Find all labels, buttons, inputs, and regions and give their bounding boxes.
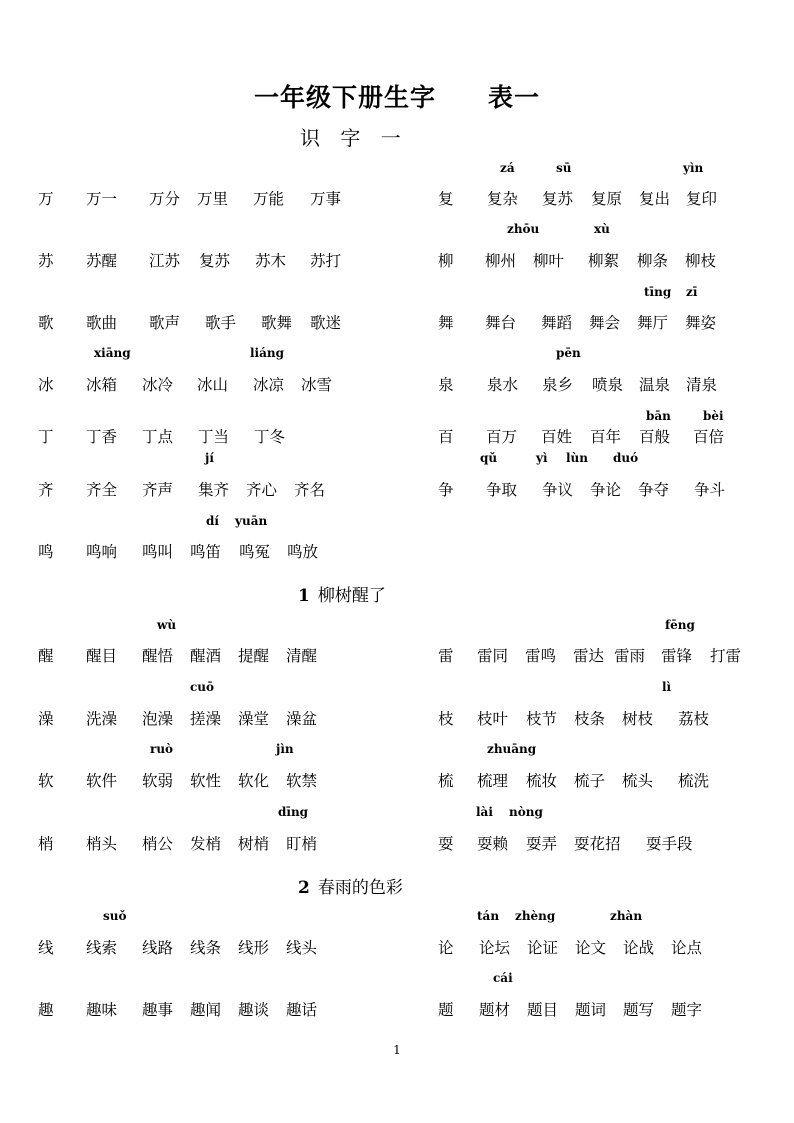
- word: 百万: [486, 428, 518, 446]
- pinyin-annotation: tán: [477, 909, 500, 923]
- pinyin-annotation: lì: [662, 680, 672, 694]
- word: 苏打: [310, 252, 342, 270]
- word: 喷泉: [592, 376, 624, 394]
- character: 舞: [438, 314, 454, 332]
- word: 梳子: [574, 772, 606, 790]
- pinyin-annotation: duó: [613, 451, 639, 465]
- word: 题词: [575, 1001, 607, 1019]
- word: 趣谈: [238, 1001, 270, 1019]
- word: 鸣冤: [239, 543, 271, 561]
- word: 清醒: [286, 647, 318, 665]
- character: 雷: [438, 647, 454, 665]
- word: 耍花招: [574, 835, 621, 853]
- word: 争夺: [638, 481, 670, 499]
- pinyin-annotation: jìn: [276, 742, 294, 756]
- page-title: [0, 78, 794, 114]
- word: 线路: [142, 939, 174, 957]
- word: 鸣放: [287, 543, 319, 561]
- word: 线头: [286, 939, 318, 957]
- character: 题: [438, 1001, 454, 1019]
- word: 趣话: [286, 1001, 318, 1019]
- word: 论坛: [479, 939, 511, 957]
- pinyin-annotation: cuō: [190, 680, 215, 694]
- title-main: 一年级下册生字: [253, 83, 436, 112]
- pinyin-annotation: jí: [205, 451, 214, 465]
- word: 万一: [86, 190, 118, 208]
- word: 提醒: [238, 647, 270, 665]
- character: 百: [438, 428, 454, 446]
- word: 耍手段: [646, 835, 693, 853]
- pinyin-annotation: tīng: [644, 285, 672, 299]
- word: 复出: [639, 190, 671, 208]
- word: 澡堂: [238, 710, 270, 728]
- word: 冰箱: [86, 376, 118, 394]
- character: 梳: [438, 772, 454, 790]
- section-heading-shizi-1: 识 字 一: [300, 126, 408, 150]
- word: 江苏: [149, 252, 181, 270]
- word: 舞厅: [637, 314, 669, 332]
- character: 枝: [438, 710, 454, 728]
- word: 题材: [479, 1001, 511, 1019]
- pinyin-annotation: dīng: [278, 805, 309, 819]
- word: 百年: [590, 428, 622, 446]
- word: 冰冷: [142, 376, 174, 394]
- word: 打雷: [710, 647, 742, 665]
- section-name: 春雨的色彩: [317, 878, 403, 898]
- character: 冰: [38, 376, 54, 394]
- word: 柳条: [637, 252, 669, 270]
- character: 软: [38, 772, 54, 790]
- word: 歌舞: [261, 314, 293, 332]
- pinyin-annotation: zhuāng: [487, 742, 537, 756]
- section-number: 2: [298, 878, 310, 898]
- word: 争斗: [694, 481, 726, 499]
- word: 冰凉: [253, 376, 285, 394]
- character: 论: [438, 939, 454, 957]
- pinyin-annotation: bān: [646, 409, 671, 423]
- pinyin-annotation: nòng: [509, 805, 543, 819]
- word: 论文: [575, 939, 607, 957]
- section-heading-1: [298, 581, 386, 606]
- word: 万事: [310, 190, 342, 208]
- character: 柳: [438, 252, 454, 270]
- pinyin-annotation: wù: [157, 618, 177, 632]
- word: 复印: [686, 190, 718, 208]
- section-heading-2: [298, 873, 403, 898]
- word: 雷同: [477, 647, 509, 665]
- word: 软化: [238, 772, 270, 790]
- word: 百般: [639, 428, 671, 446]
- character: 万: [38, 190, 54, 208]
- character: 歌: [38, 314, 54, 332]
- word: 冰山: [197, 376, 229, 394]
- word: 线形: [238, 939, 270, 957]
- word: 醒悟: [142, 647, 174, 665]
- word: 争论: [590, 481, 622, 499]
- word: 耍弄: [526, 835, 558, 853]
- word: 集齐: [198, 481, 230, 499]
- pinyin-annotation: lài: [476, 805, 493, 819]
- word: 题字: [671, 1001, 703, 1019]
- word: 泡澡: [142, 710, 174, 728]
- word: 柳州: [485, 252, 517, 270]
- word: 齐名: [294, 481, 326, 499]
- word: 梢头: [86, 835, 118, 853]
- word: 争议: [542, 481, 574, 499]
- word: 枝节: [526, 710, 558, 728]
- word: 雷达: [573, 647, 605, 665]
- character: 澡: [38, 710, 54, 728]
- word: 齐声: [142, 481, 174, 499]
- word: 丁香: [86, 428, 118, 446]
- word: 舞会: [589, 314, 621, 332]
- pinyin-annotation: bèi: [703, 409, 724, 423]
- pinyin-annotation: qǔ: [480, 451, 498, 465]
- character: 复: [438, 190, 454, 208]
- section-number: 1: [298, 586, 310, 606]
- word: 歌迷: [310, 314, 342, 332]
- pinyin-annotation: ruò: [150, 742, 174, 756]
- word: 软件: [86, 772, 118, 790]
- character: 苏: [38, 252, 54, 270]
- word: 百姓: [541, 428, 573, 446]
- word: 线条: [190, 939, 222, 957]
- word: 论战: [623, 939, 655, 957]
- word: 齐心: [246, 481, 278, 499]
- word: 梳洗: [678, 772, 710, 790]
- word: 醒目: [86, 647, 118, 665]
- word: 荔枝: [678, 710, 710, 728]
- character: 争: [438, 481, 454, 499]
- word: 软弱: [142, 772, 174, 790]
- character: 线: [38, 939, 54, 957]
- pinyin-annotation: zhèng: [515, 909, 556, 923]
- word: 梢公: [142, 835, 174, 853]
- pinyin-annotation: liáng: [250, 346, 285, 360]
- character: 齐: [38, 481, 54, 499]
- word: 雷雨: [614, 647, 646, 665]
- word: 耍赖: [477, 835, 509, 853]
- word: 丁当: [198, 428, 230, 446]
- character: 丁: [38, 428, 54, 446]
- word: 歌手: [205, 314, 237, 332]
- word: 舞台: [485, 314, 517, 332]
- word: 歌声: [149, 314, 181, 332]
- word: 论证: [527, 939, 559, 957]
- word: 发梢: [190, 835, 222, 853]
- word: 复杂: [487, 190, 519, 208]
- pinyin-annotation: dí: [206, 514, 219, 528]
- character: 鸣: [38, 543, 54, 561]
- word: 复苏: [199, 252, 231, 270]
- word: 题目: [527, 1001, 559, 1019]
- title-sub: 表一: [488, 83, 541, 112]
- word: 丁点: [142, 428, 174, 446]
- word: 百倍: [693, 428, 725, 446]
- pinyin-annotation: pēn: [556, 346, 581, 360]
- word: 泉乡: [542, 376, 574, 394]
- word: 丁冬: [254, 428, 286, 446]
- pinyin-annotation: yìn: [683, 161, 704, 175]
- word: 万分: [149, 190, 181, 208]
- word: 趣事: [142, 1001, 174, 1019]
- word: 枝条: [574, 710, 606, 728]
- word: 鸣笛: [190, 543, 222, 561]
- word: 争取: [486, 481, 518, 499]
- pinyin-annotation: fēng: [665, 618, 695, 632]
- word: 线索: [86, 939, 118, 957]
- word: 树枝: [622, 710, 654, 728]
- word: 澡盆: [286, 710, 318, 728]
- pinyin-annotation: zhōu: [507, 222, 540, 236]
- word: 软性: [190, 772, 222, 790]
- word: 冰雪: [301, 376, 333, 394]
- character: 梢: [38, 835, 54, 853]
- word: 复苏: [542, 190, 574, 208]
- word: 温泉: [639, 376, 671, 394]
- character: 醒: [38, 647, 54, 665]
- word: 趣味: [86, 1001, 118, 1019]
- character: 趣: [38, 1001, 54, 1019]
- word: 洗澡: [86, 710, 118, 728]
- character: 泉: [438, 376, 454, 394]
- word: 齐全: [86, 481, 118, 499]
- section-name: 柳树醒了: [317, 586, 386, 606]
- word: 苏木: [255, 252, 287, 270]
- word: 软禁: [286, 772, 318, 790]
- word: 柳叶: [533, 252, 565, 270]
- word: 论点: [671, 939, 703, 957]
- word: 梳头: [622, 772, 654, 790]
- pinyin-annotation: suǒ: [103, 909, 127, 923]
- word: 枝叶: [477, 710, 509, 728]
- word: 清泉: [686, 376, 718, 394]
- word: 雷鸣: [525, 647, 557, 665]
- word: 树梢: [238, 835, 270, 853]
- word: 歌曲: [86, 314, 118, 332]
- word: 题写: [623, 1001, 655, 1019]
- word: 搓澡: [190, 710, 222, 728]
- word: 柳絮: [588, 252, 620, 270]
- pinyin-annotation: lùn: [566, 451, 589, 465]
- pinyin-annotation: yì: [536, 451, 548, 465]
- pinyin-annotation: xù: [594, 222, 610, 236]
- word: 舞姿: [685, 314, 717, 332]
- pinyin-annotation: cái: [493, 971, 513, 985]
- word: 万能: [253, 190, 285, 208]
- pinyin-annotation: xiāng: [94, 346, 131, 360]
- word: 醒酒: [190, 647, 222, 665]
- word: 柳枝: [685, 252, 717, 270]
- word: 趣闻: [190, 1001, 222, 1019]
- pinyin-annotation: zī: [686, 285, 698, 299]
- word: 梳妆: [526, 772, 558, 790]
- word: 梳理: [477, 772, 509, 790]
- pinyin-annotation: zá: [500, 161, 515, 175]
- pinyin-annotation: sū: [556, 161, 572, 175]
- pinyin-annotation: yuān: [235, 514, 268, 528]
- character: 耍: [438, 835, 454, 853]
- word: 雷锋: [661, 647, 693, 665]
- word: 万里: [197, 190, 229, 208]
- page-number: 1: [393, 1043, 401, 1057]
- word: 盯梢: [286, 835, 318, 853]
- word: 鸣响: [86, 543, 118, 561]
- word: 舞蹈: [541, 314, 573, 332]
- word: 苏醒: [86, 252, 118, 270]
- word: 复原: [591, 190, 623, 208]
- word: 泉水: [487, 376, 519, 394]
- word: 鸣叫: [142, 543, 174, 561]
- pinyin-annotation: zhàn: [610, 909, 643, 923]
